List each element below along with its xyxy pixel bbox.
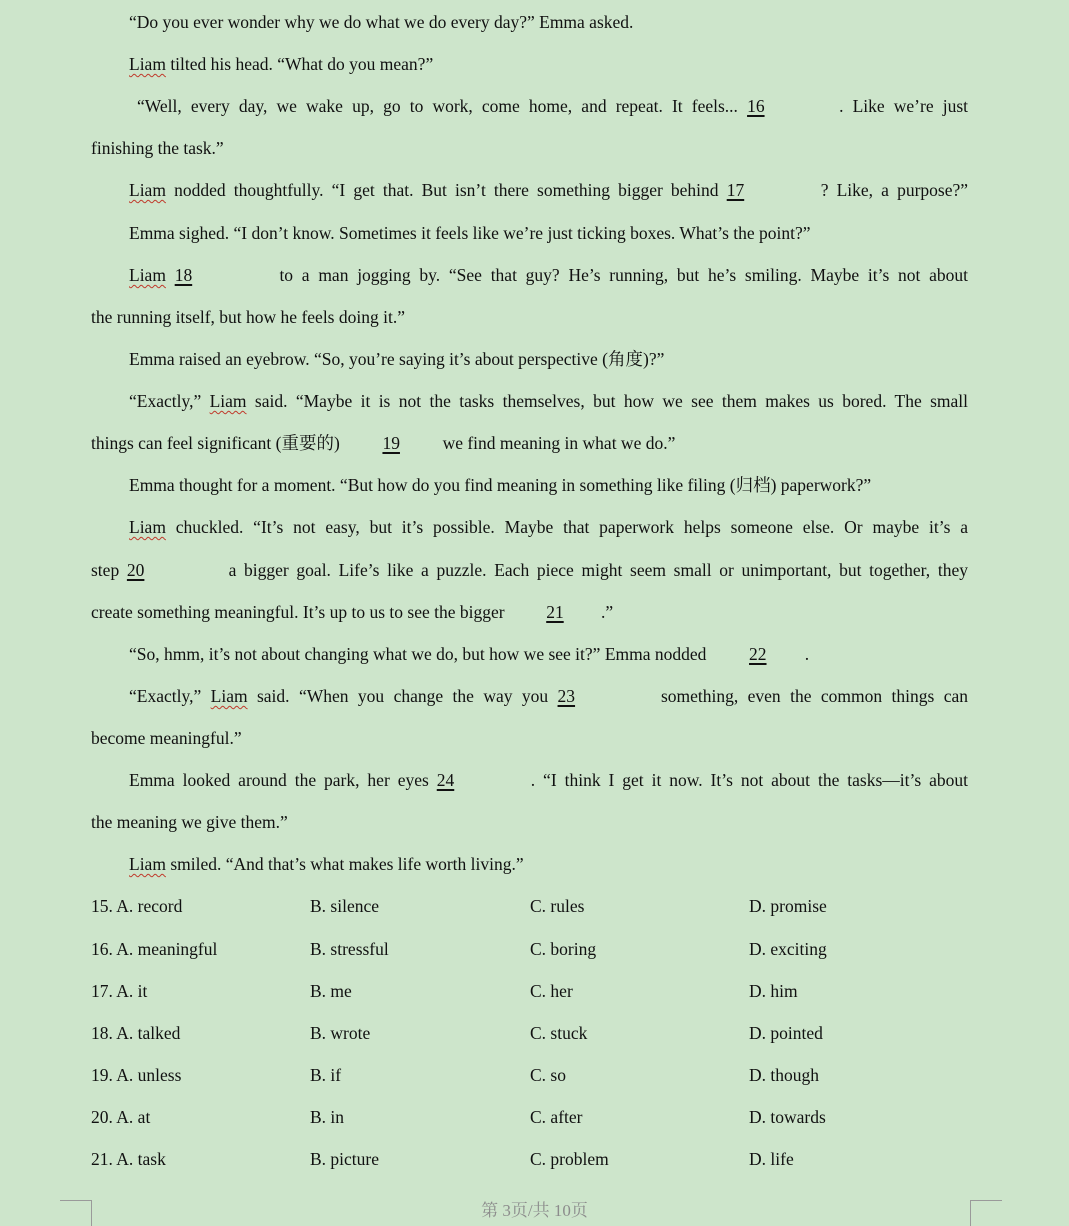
blank-24[interactable]: 24 [436, 770, 455, 790]
blank-21[interactable]: 21 [546, 602, 564, 622]
option-b[interactable]: B. in [310, 1107, 345, 1127]
name-liam: Liam [129, 54, 166, 74]
blank-19[interactable]: 19 [382, 433, 400, 453]
paragraph-11 [129, 642, 968, 666]
paragraph-text: nodded thoughtfully. “I get that. But isn’t there something bigger behind [165, 180, 719, 200]
paragraph-text: chuckled. “It’s not easy, but it’s possible. Maybe that paperwork helps someone else. Or maybe it’s a [165, 517, 968, 537]
paragraph-text: become meaningful.” [91, 728, 242, 748]
paragraph-8-line-1 [129, 389, 968, 413]
paragraph-text: Emma looked around the park, her eyes [129, 770, 429, 790]
paragraph-text: to a man jogging by. “See that guy? He’s running, but he’s smiling. Maybe it’s not about [279, 265, 968, 285]
option-a[interactable]: 21. A. task [91, 1149, 166, 1169]
paragraph-3-line-1 [137, 94, 968, 118]
paragraph-3-line-2 [91, 136, 968, 160]
paragraph-text: Emma sighed. “I don’t know. Sometimes it feels like we’re just ticking boxes. What’s the point?” [129, 223, 811, 243]
paragraph-10-line-3 [91, 600, 968, 624]
paragraph-text: step [91, 560, 120, 580]
option-d[interactable]: D. promise [749, 896, 827, 916]
option-d[interactable]: D. exciting [749, 939, 827, 959]
paragraph-text: . “I think I get it now. It’s not about the tasks—it’s about [530, 770, 968, 790]
paragraph-text: smiled. “And that’s what makes life worth living.” [165, 854, 524, 874]
paragraph-text: Emma raised an eyebrow. “So, you’re saying it’s about perspective (角度)?” [129, 349, 665, 369]
blank-22[interactable]: 22 [749, 644, 767, 664]
paragraph-6-line-1 [129, 263, 968, 287]
paragraph-8-line-2 [91, 431, 968, 455]
option-d[interactable]: D. towards [749, 1107, 826, 1127]
paragraph-13-line-2 [91, 810, 968, 834]
name-liam: Liam [209, 391, 247, 411]
paragraph-12-line-1 [129, 684, 968, 708]
blank-20[interactable]: 20 [126, 560, 145, 580]
blank-16[interactable]: 16 [747, 96, 765, 116]
paragraph-text: said. “Maybe it is not the tasks themselves, but how we see them makes us bored. The small [246, 391, 968, 411]
paragraph-text: “Well, every day, we wake up, go to work, come home, and repeat. It feels... [137, 96, 738, 116]
paragraph-9 [129, 473, 968, 497]
option-c[interactable]: C. her [530, 981, 573, 1001]
paragraph-text: . [804, 644, 810, 664]
option-b[interactable]: B. picture [310, 1149, 380, 1169]
paragraph-text: said. “When you change the way you [247, 686, 549, 706]
paragraph-text: things can feel significant (重要的) [91, 433, 340, 453]
paragraph-text: “Exactly,” [129, 391, 210, 411]
option-c[interactable]: C. so [530, 1065, 566, 1085]
option-a[interactable]: 18. A. talked [91, 1023, 181, 1043]
name-liam: Liam [129, 517, 166, 537]
blank-18[interactable]: 18 [174, 265, 193, 285]
option-d[interactable]: D. pointed [749, 1023, 823, 1043]
option-c[interactable]: C. stuck [530, 1023, 588, 1043]
paragraph-text: the meaning we give them.” [91, 812, 288, 832]
option-a[interactable]: 20. A. at [91, 1107, 151, 1127]
paragraph-text: the running itself, but how he feels doing it.” [91, 307, 405, 327]
paragraph-text: . Like we’re just [839, 96, 968, 116]
option-c[interactable]: C. after [530, 1107, 583, 1127]
paragraph-text: .” [600, 602, 614, 622]
paragraph-13-line-1 [129, 768, 968, 792]
paragraph-text: tilted his head. “What do you mean?” [165, 54, 434, 74]
paragraph-10-line-2 [91, 558, 968, 582]
option-c[interactable]: C. rules [530, 896, 585, 916]
paragraph-text: “Do you ever wonder why we do what we do every day?” Emma asked. [129, 12, 634, 32]
paragraph-5 [129, 221, 968, 245]
paragraph-text: finishing the task.” [91, 138, 224, 158]
paragraph-text: a bigger goal. Life’s like a puzzle. Each piece might seem small or unimportant, but together, they [228, 560, 968, 580]
blank-17[interactable]: 17 [726, 180, 745, 200]
paragraph-text: “Exactly,” [129, 686, 211, 706]
option-d[interactable]: D. life [749, 1149, 794, 1169]
paragraph-1 [129, 10, 968, 34]
paragraph-4 [129, 178, 968, 202]
page-footer: 第 3页/共 10页 [481, 1201, 588, 1220]
paragraph-10-line-1 [129, 515, 968, 539]
option-b[interactable]: B. wrote [310, 1023, 371, 1043]
option-c[interactable]: C. problem [530, 1149, 609, 1169]
option-b[interactable]: B. stressful [310, 939, 389, 959]
name-liam: Liam [129, 180, 166, 200]
paragraph-12-line-2 [91, 726, 968, 750]
option-b[interactable]: B. silence [310, 896, 380, 916]
option-a[interactable]: 17. A. it [91, 981, 148, 1001]
name-liam: Liam [210, 686, 248, 706]
option-a[interactable]: 19. A. unless [91, 1065, 182, 1085]
paragraph-6-line-2 [91, 305, 968, 329]
paragraph-text: we find meaning in what we do.” [442, 433, 676, 453]
option-b[interactable]: B. me [310, 981, 352, 1001]
paragraph-text: Emma thought for a moment. “But how do you find meaning in something like filing (归档) paperwork?” [129, 475, 872, 495]
paragraph-text: create something meaningful. It’s up to us to see the bigger [91, 602, 505, 622]
option-a[interactable]: 15. A. record [91, 896, 183, 916]
paragraph-text: something, even the common things can [660, 686, 968, 706]
option-d[interactable]: D. though [749, 1065, 819, 1085]
paragraph-2 [129, 52, 968, 76]
paragraph-14 [129, 852, 968, 876]
name-liam: Liam [129, 265, 166, 285]
option-b[interactable]: B. if [310, 1065, 342, 1085]
paragraph-text: “So, hmm, it’s not about changing what we do, but how we see it?” Emma nodded [129, 644, 707, 664]
name-liam: Liam [129, 854, 166, 874]
paragraph-7 [129, 347, 968, 371]
blank-23[interactable]: 23 [557, 686, 576, 706]
option-a[interactable]: 16. A. meaningful [91, 939, 218, 959]
paragraph-text: ? Like, a purpose?” [820, 180, 969, 200]
option-d[interactable]: D. him [749, 981, 798, 1001]
option-c[interactable]: C. boring [530, 939, 597, 959]
